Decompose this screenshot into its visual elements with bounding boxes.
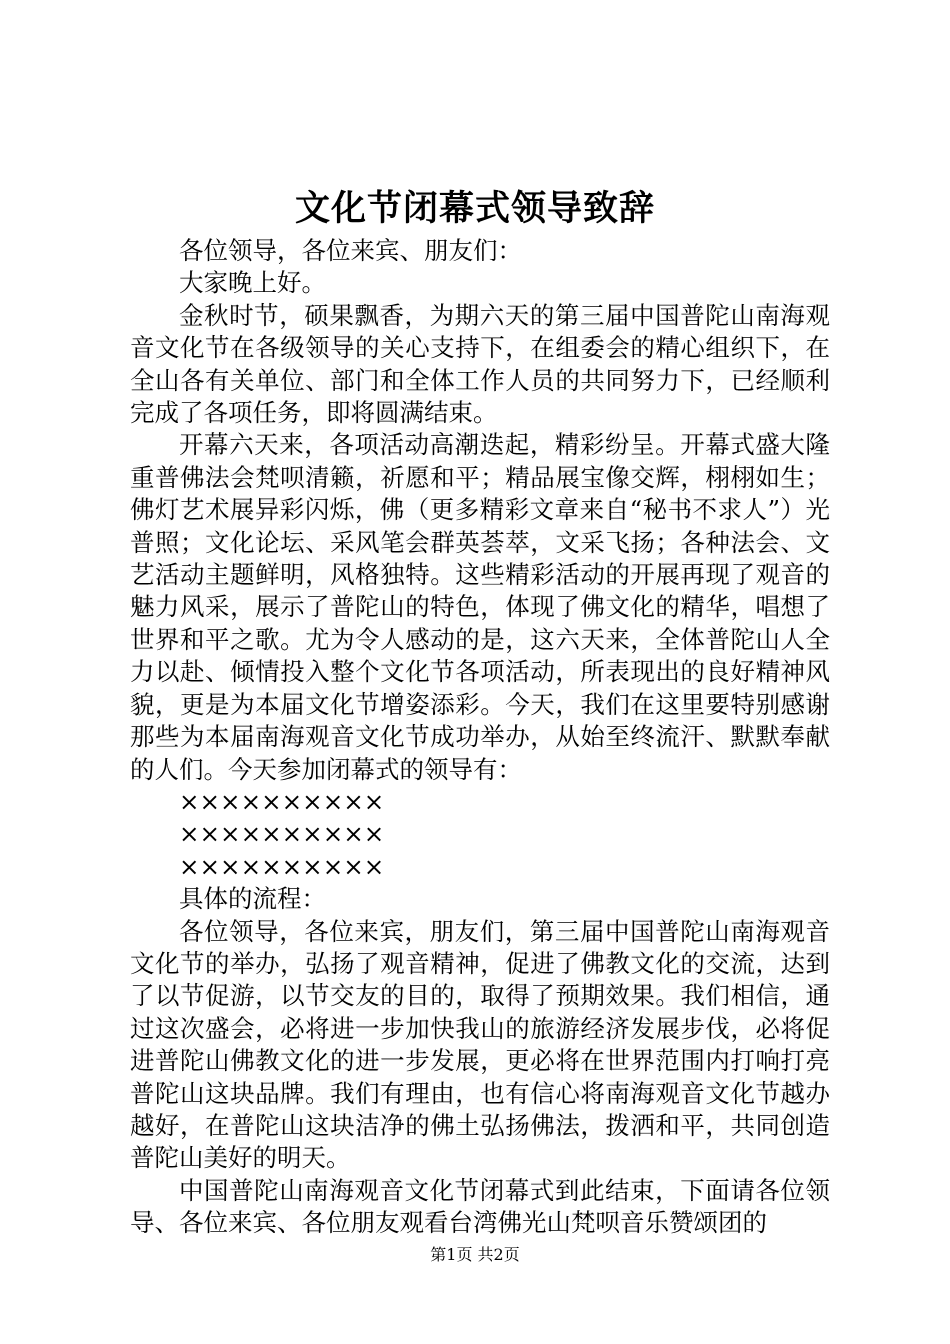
section-heading: 具体的流程： — [179, 884, 326, 914]
document-title: 文化节闭幕式领导致辞 — [294, 188, 655, 229]
document-body — [130, 235, 830, 1240]
placeholder-line: ×××××××××× — [179, 786, 385, 816]
placeholder-line: ×××××××××× — [179, 819, 385, 849]
page-footer: 第1页 共2页 — [430, 1245, 520, 1264]
placeholder-line: ×××××××××× — [179, 851, 385, 881]
body-paragraph: 金秋时节，硕果飘香，为期六天的第三届中国普陀山南海观音文化节在各级领导的关心支持下，在组委会的精心组织下，在全山各有关单位、部门和全体工作人员的共同努力下，已经顺利完成了各项任务，即将圆满结束。 — [130, 300, 830, 428]
greeting-line: 大家晚上好。 — [179, 268, 326, 298]
body-paragraph: 开幕六天来，各项活动高潮迭起，精彩纷呈。开幕式盛大隆重普佛法会梵呗清籁，祈愿和平；精品展宝像交辉，栩栩如生；佛灯艺术展异彩闪烁，佛（更多精彩文章来自“秘书不求人”）光普照；文化论坛、采风笔会群英荟萃，文采飞扬；各种法会、文艺活动主题鲜明，风格独特。这些精彩活动的开展再现了观音的魅力风采，展示了普陀山的特色，体现了佛文化的精华，唱想了世界和平之歌。尤为令人感动的是，这六天来，全体普陀山人全力以赴、倾情投入整个文化节各项活动，所表现出的良好精神风貌，更是为本届文化节增姿添彩。今天，我们在这里要特别感谢那些为本届南海观音文化节成功举办，从始至终流汗、默默奉献的人们。今天参加闭幕式的领导有： — [130, 430, 830, 784]
body-paragraph: 各位领导，各位来宾，朋友们，第三届中国普陀山南海观音文化节的举办，弘扬了观音精神，促进了佛教文化的交流，达到了以节促游，以节交友的目的，取得了预期效果。我们相信，通过这次盛会，必将进一步加快我山的旅游经济发展步伐，必将促进普陀山佛教文化的进一步发展，更必将在世界范围内打响打亮普陀山这块品牌。我们有理由，也有信心将南海观音文化节越办越好，在普陀山这块洁净的佛土弘扬佛法，拨洒和平，共同创造普陀山美好的明天。 — [130, 916, 830, 1173]
greeting-paragraph: 各位领导，各位来宾、朋友们： — [179, 236, 522, 265]
body-paragraph: 中国普陀山南海观音文化节闭幕式到此结束，下面请各位领导、各位来宾、各位朋友观看台湾佛光山梵呗音乐赞颂团的 — [130, 1175, 830, 1238]
